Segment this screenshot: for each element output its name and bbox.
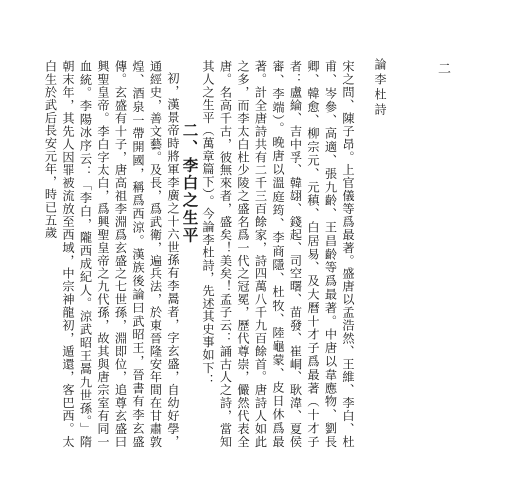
running-header: 論李杜詩 — [373, 58, 387, 118]
section-title: 二、李白之生平 — [180, 122, 200, 245]
paragraph: 宋之問、陳子昂。上官儀等爲最著。盛唐以孟浩然、王維、李白、杜甫、岑參、高適、張九齡、王昌齡等爲最著。中唐以韋應物、劉長卿、韓愈、柳宗元、元稹、白居易、及大曆十才子爲最著（十才子者：盧綸、吉中孚、韓翃、錢起、司空曙、苗發、崔峒、耿湋、夏侯審、李端）。晚唐以溫庭筠、李商隱、杜牧、陸龜蒙、皮日休爲最著。計全唐詩共有二千三百餘家，詩四萬八千九百餘首。唐詩人如此之多，而李太白杜少陵之盛名爲一代之冠冕，歷代尊崇，儼然代表全唐。名高千古，彼無來者，盛矣！美矣！孟子云：誦古人之詩，當知其人之生平（萬章篇下）。今論李杜詩，先述其史事如下： — [201, 60, 355, 448]
body-text — [43, 60, 356, 448]
page-number: 二 — [438, 62, 452, 77]
paragraph: 初，漢景帝時將軍李廣之十六世孫有李暠者，字玄盛，自幼好學，通經史，善文藝。及長，爲武衛，遍兵法，於東晉隆安年間在甘肅敦煌、酒泉一帶開國，稱爲西涼。漢族後論曰武昭王，晉書有李玄盛傳。玄盛有十子，唐高祖李淵爲玄盛之七世孫，淵即位，追尊玄盛曰興聖皇帝。李白字太白，爲興聖皇帝之九代孫，故其與唐宗室有同一血統。李陽冰序云：「李白，隴西成紀人。涼武昭王暠九世孫。」隋朝末年，其先人因罪被流放至西域，中宗神龍初，遁還，客巴西。太白生於武后長安元年，時已五歲 — [43, 60, 180, 448]
